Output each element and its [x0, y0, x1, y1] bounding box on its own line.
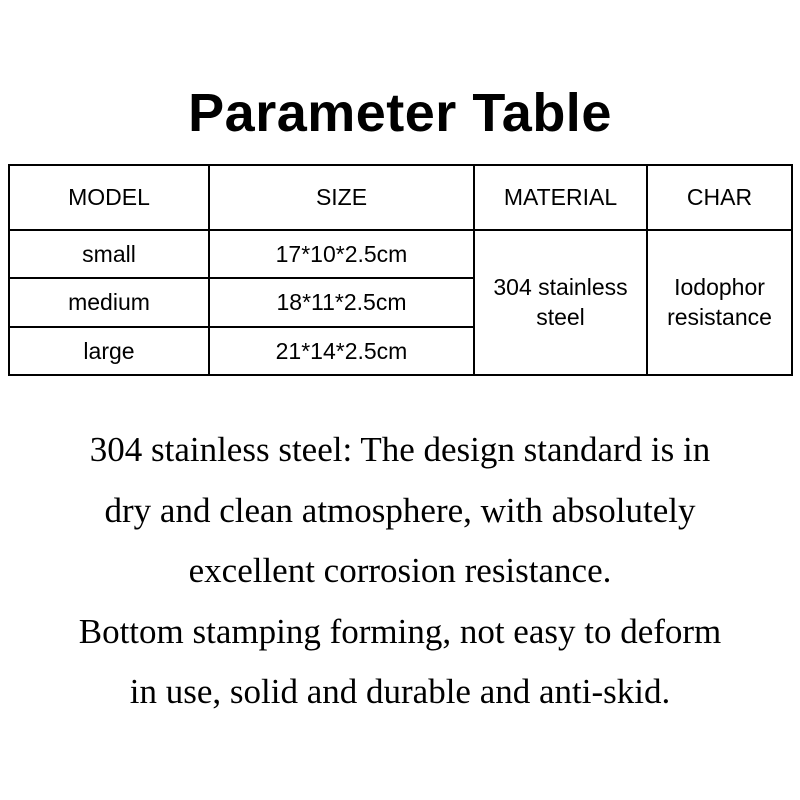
model-cell: large	[9, 327, 209, 375]
header-model: MODEL	[9, 165, 209, 230]
description-line: dry and clean atmosphere, with absolutely	[104, 490, 696, 530]
model-cell: small	[9, 230, 209, 278]
description-line: in use, solid and durable and anti-skid.	[129, 672, 671, 711]
parameter-table	[8, 164, 793, 376]
header-material: MATERIAL	[474, 165, 647, 230]
size-cell: 18*11*2.5cm	[209, 278, 474, 326]
description-line: excellent corrosion resistance.	[188, 551, 612, 590]
material-line: steel	[536, 304, 585, 331]
size-cell: 17*10*2.5cm	[209, 230, 474, 278]
size-cell: 21*14*2.5cm	[209, 327, 474, 375]
header-char: CHAR	[647, 165, 792, 230]
description	[0, 420, 800, 723]
table-row	[9, 230, 792, 278]
page-title: Parameter Table	[188, 83, 612, 143]
header-size: SIZE	[209, 165, 474, 230]
material-cell	[474, 230, 647, 375]
description-line: 304 stainless steel: The design standard is in	[89, 430, 711, 469]
table-header-row	[9, 165, 792, 230]
description-line: Bottom stamping forming, not easy to deform	[78, 611, 722, 651]
char-line: Iodophor	[674, 274, 765, 301]
char-cell	[647, 230, 792, 375]
char-line: resistance	[667, 304, 772, 331]
model-cell: medium	[9, 278, 209, 326]
material-line: 304 stainless	[493, 274, 628, 301]
